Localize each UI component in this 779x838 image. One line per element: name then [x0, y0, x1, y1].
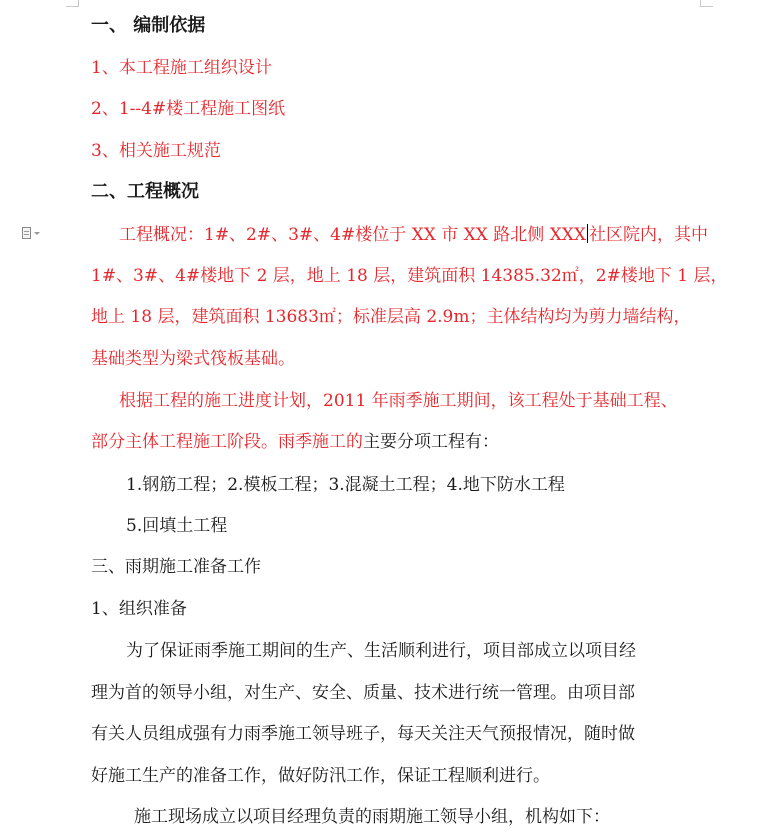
section-heading-overview: 二、工程概况: [91, 181, 199, 202]
works-line: 1.钢筋工程；2.模板工程；3.混凝土工程；4.地下防水工程: [126, 475, 565, 495]
overview-line: 1#、3#、4#楼地下 2 层，地上 18 层，建筑面积 14385.32㎡，2#楼地下 1 层，: [91, 266, 728, 286]
section-heading-preparation: 三、雨期施工准备工作: [91, 557, 261, 577]
progress-line: 根据工程的施工进度计划，2011 年雨季施工期间，该工程处于基础工程、: [119, 391, 678, 411]
organization-line: 有关人员组成强有力雨季施工领导班子，每天关注天气预报情况，随时做: [91, 724, 635, 744]
page-corner-mark-right: [700, 0, 713, 7]
organization-line: 理为首的领导小组，对生产、安全、质量、技术进行统一管理。由项目部: [91, 683, 635, 703]
text-cursor: [587, 224, 588, 243]
chevron-down-icon: [34, 232, 40, 235]
basis-item: 2、1--4#楼工程施工图纸: [91, 99, 286, 119]
basis-item: 1、本工程施工组织设计: [91, 58, 272, 78]
works-line: 5.回填土工程: [126, 516, 228, 536]
basis-item: 3、相关施工规范: [91, 141, 221, 161]
progress-line: 部分主体工程施工阶段。雨季施工的主要分项工程有：: [91, 432, 499, 452]
organization-line: 好施工生产的准备工作，做好防汛工作，保证工程顺利进行。: [91, 766, 550, 786]
paragraph-options-button[interactable]: [22, 226, 46, 240]
overview-line: 基础类型为梁式筏板基础。: [91, 349, 295, 369]
organization-line: 为了保证雨季施工期间的生产、生活顺利进行，项目部成立以项目经: [126, 641, 636, 661]
document-icon: [22, 227, 31, 239]
page-corner-mark-left: [66, 0, 79, 7]
organization-line: 施工现场成立以项目经理负责的雨期施工领导小组，机构如下：: [134, 807, 610, 827]
overview-line: 地上 18 层，建筑面积 13683㎡；标准层高 2.9m；主体结构均为剪力墙结构，: [91, 307, 691, 327]
subsection-heading-organization: 1、组织准备: [91, 599, 187, 619]
overview-line: 工程概况：1#、2#、3#、4#楼位于 XX 市 XX 路北侧 XXX 社区院内，其中: [119, 225, 708, 245]
section-heading-basis: 一、 编制依据: [91, 15, 206, 36]
